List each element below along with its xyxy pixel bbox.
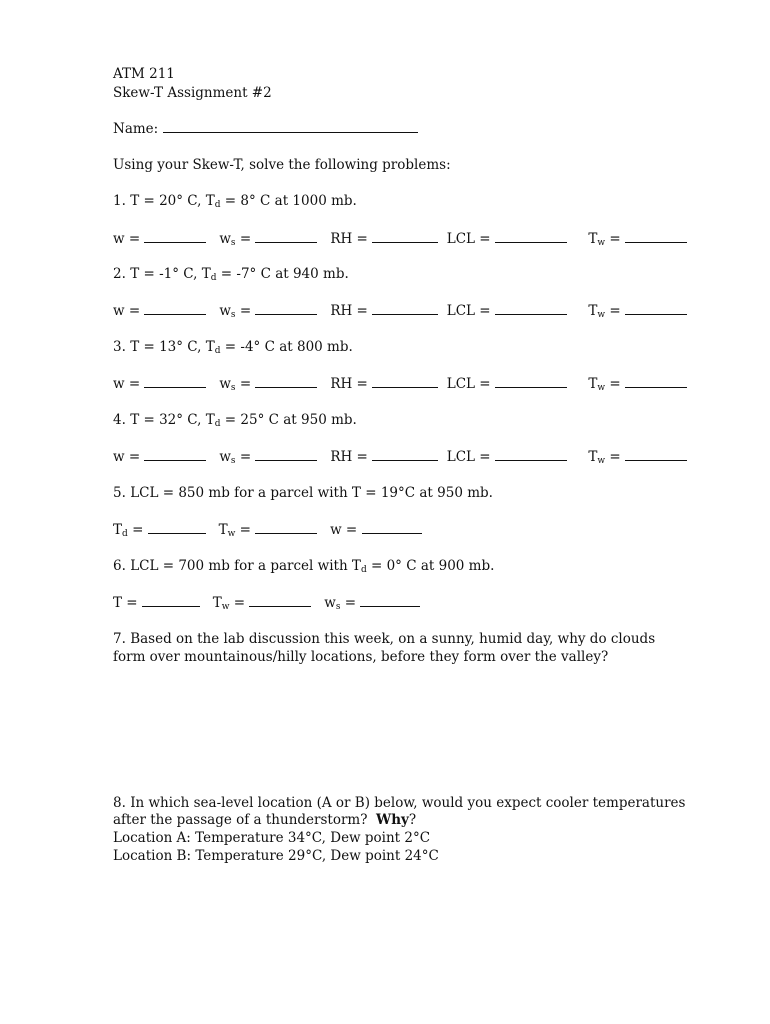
tw-label: T bbox=[588, 231, 598, 247]
problem-7-line-1 bbox=[113, 630, 655, 648]
problem-text: T = 32° C, T bbox=[130, 412, 215, 428]
subscript: w bbox=[227, 529, 236, 539]
subscript: s bbox=[230, 310, 236, 320]
eq: = bbox=[340, 595, 357, 611]
rh-field[interactable] bbox=[372, 375, 438, 388]
answer-row-4 bbox=[113, 448, 687, 466]
rh-label: RH = bbox=[330, 231, 368, 247]
ws-field[interactable] bbox=[255, 375, 317, 388]
ws-field[interactable] bbox=[255, 448, 317, 461]
w-field[interactable] bbox=[362, 521, 422, 534]
lcl-label: LCL = bbox=[446, 303, 491, 319]
problem-3 bbox=[113, 338, 353, 356]
lcl-field[interactable] bbox=[495, 375, 567, 388]
subscript: s bbox=[230, 456, 236, 466]
lcl-label: LCL = bbox=[446, 231, 491, 247]
subscript: w bbox=[221, 602, 230, 612]
eq: = bbox=[127, 522, 144, 538]
problem-text: = -4° C at 800 mb. bbox=[220, 339, 353, 355]
problem-4 bbox=[113, 411, 357, 429]
answer-row-3 bbox=[113, 375, 687, 393]
tw-label: T bbox=[588, 376, 598, 392]
problem-text: after the passage of a thunderstorm? bbox=[113, 812, 368, 828]
tw-label: T bbox=[588, 303, 598, 319]
problem-text: T = -1° C, T bbox=[130, 266, 211, 282]
ws-label: w bbox=[219, 231, 231, 247]
tw-field[interactable] bbox=[625, 302, 687, 315]
eq: = bbox=[605, 303, 621, 319]
name-label: Name: bbox=[113, 121, 159, 137]
ws-field[interactable] bbox=[360, 594, 420, 607]
w-label: w = bbox=[113, 449, 141, 465]
name-field[interactable] bbox=[163, 120, 418, 133]
eq: = bbox=[229, 595, 246, 611]
answer-row-6 bbox=[113, 594, 420, 612]
problem-number: 8. bbox=[113, 795, 126, 811]
subscript: d bbox=[122, 529, 128, 539]
lcl-field[interactable] bbox=[495, 230, 567, 243]
location-b: Location B: Temperature 29°C, Dew point 24°C bbox=[113, 848, 439, 864]
eq: = bbox=[235, 231, 252, 247]
problem-text: = 25° C at 950 mb. bbox=[220, 412, 357, 428]
problem-2 bbox=[113, 265, 349, 283]
course-code: ATM 211 bbox=[113, 66, 175, 82]
subscript: s bbox=[335, 602, 341, 612]
w-label: w = bbox=[113, 303, 141, 319]
problem-text: = 0° C at 900 mb. bbox=[366, 558, 495, 574]
lcl-field[interactable] bbox=[495, 448, 567, 461]
w-field[interactable] bbox=[144, 375, 206, 388]
tw-field[interactable] bbox=[255, 521, 317, 534]
answer-row-1 bbox=[113, 230, 687, 248]
ws-label: w bbox=[324, 595, 336, 611]
w-label: w = bbox=[113, 231, 141, 247]
lcl-field[interactable] bbox=[495, 302, 567, 315]
problem-text: Based on the lab discussion this week, on a sunny, humid day, why do clouds bbox=[130, 631, 656, 647]
eq: = bbox=[235, 303, 252, 319]
subscript: w bbox=[597, 383, 606, 393]
name-line bbox=[113, 120, 418, 138]
problem-8-line-1 bbox=[113, 794, 685, 812]
rh-field[interactable] bbox=[372, 302, 438, 315]
tw-field[interactable] bbox=[625, 230, 687, 243]
problem-5 bbox=[113, 484, 493, 502]
subscript: d bbox=[214, 200, 221, 210]
eq: = bbox=[605, 376, 621, 392]
problem-number: 1. bbox=[113, 193, 126, 209]
problem-text: = -7° C at 940 mb. bbox=[216, 266, 349, 282]
location-a: Location A: Temperature 34°C, Dew point 2°C bbox=[113, 830, 431, 846]
answer-row-5 bbox=[113, 521, 422, 539]
w-label: w = bbox=[330, 522, 358, 538]
lcl-label: LCL = bbox=[446, 376, 491, 392]
instructions: Using your Skew-T, solve the following problems: bbox=[113, 157, 451, 173]
subscript: w bbox=[597, 456, 606, 466]
problem-number: 5. bbox=[113, 485, 126, 501]
subscript: d bbox=[214, 419, 221, 429]
problem-number: 7. bbox=[113, 631, 126, 647]
w-field[interactable] bbox=[144, 302, 206, 315]
tw-field[interactable] bbox=[249, 594, 311, 607]
t-field[interactable] bbox=[142, 594, 200, 607]
tw-field[interactable] bbox=[625, 448, 687, 461]
problem-text: T = 13° C, T bbox=[130, 339, 215, 355]
lcl-label: LCL = bbox=[446, 449, 491, 465]
w-field[interactable] bbox=[144, 448, 206, 461]
rh-label: RH = bbox=[330, 303, 368, 319]
subscript: w bbox=[597, 238, 606, 248]
problem-number: 6. bbox=[113, 558, 126, 574]
subscript: d bbox=[360, 565, 367, 575]
problem-8-line-2 bbox=[113, 811, 416, 829]
td-label: T bbox=[113, 522, 123, 538]
ws-field[interactable] bbox=[255, 302, 317, 315]
tw-field[interactable] bbox=[625, 375, 687, 388]
problem-number: 2. bbox=[113, 266, 126, 282]
rh-field[interactable] bbox=[372, 448, 438, 461]
rh-field[interactable] bbox=[372, 230, 438, 243]
problem-6 bbox=[113, 557, 494, 575]
eq: = bbox=[605, 449, 621, 465]
subscript: d bbox=[210, 273, 217, 283]
problem-text: LCL = 850 mb for a parcel with T = 19°C at 950 mb. bbox=[130, 485, 493, 501]
eq: = bbox=[235, 449, 252, 465]
problem-text: LCL = 700 mb for a parcel with T bbox=[130, 558, 361, 574]
ws-label: w bbox=[219, 449, 231, 465]
problem-text: T = 20° C, T bbox=[130, 193, 215, 209]
page-title: Skew-T Assignment #2 bbox=[113, 85, 272, 101]
w-field[interactable] bbox=[144, 230, 206, 243]
problem-text: = 8° C at 1000 mb. bbox=[220, 193, 357, 209]
tw-label: T bbox=[218, 522, 228, 538]
ws-field[interactable] bbox=[255, 230, 317, 243]
eq: = bbox=[235, 376, 252, 392]
problem-text: In which sea-level location (A or B) below, would you expect cooler temperatures bbox=[130, 795, 686, 811]
eq: = bbox=[605, 231, 621, 247]
question-mark: ? bbox=[408, 812, 417, 828]
td-field[interactable] bbox=[148, 521, 206, 534]
problem-number: 3. bbox=[113, 339, 126, 355]
t-label: T = bbox=[113, 595, 138, 611]
rh-label: RH = bbox=[330, 376, 368, 392]
subscript: d bbox=[214, 346, 221, 356]
rh-label: RH = bbox=[330, 449, 368, 465]
problem-number: 4. bbox=[113, 412, 126, 428]
why-emphasis: Why bbox=[376, 812, 409, 828]
problem-1 bbox=[113, 192, 357, 210]
ws-label: w bbox=[219, 376, 231, 392]
problem-7-line-2: form over mountainous/hilly locations, before they form over the valley? bbox=[113, 649, 609, 665]
tw-label: T bbox=[588, 449, 598, 465]
answer-row-2 bbox=[113, 302, 687, 320]
w-label: w = bbox=[113, 376, 141, 392]
tw-label: T bbox=[212, 595, 222, 611]
subscript: s bbox=[230, 383, 236, 393]
subscript: w bbox=[597, 310, 606, 320]
eq: = bbox=[235, 522, 251, 538]
subscript: s bbox=[230, 238, 236, 248]
ws-label: w bbox=[219, 303, 231, 319]
